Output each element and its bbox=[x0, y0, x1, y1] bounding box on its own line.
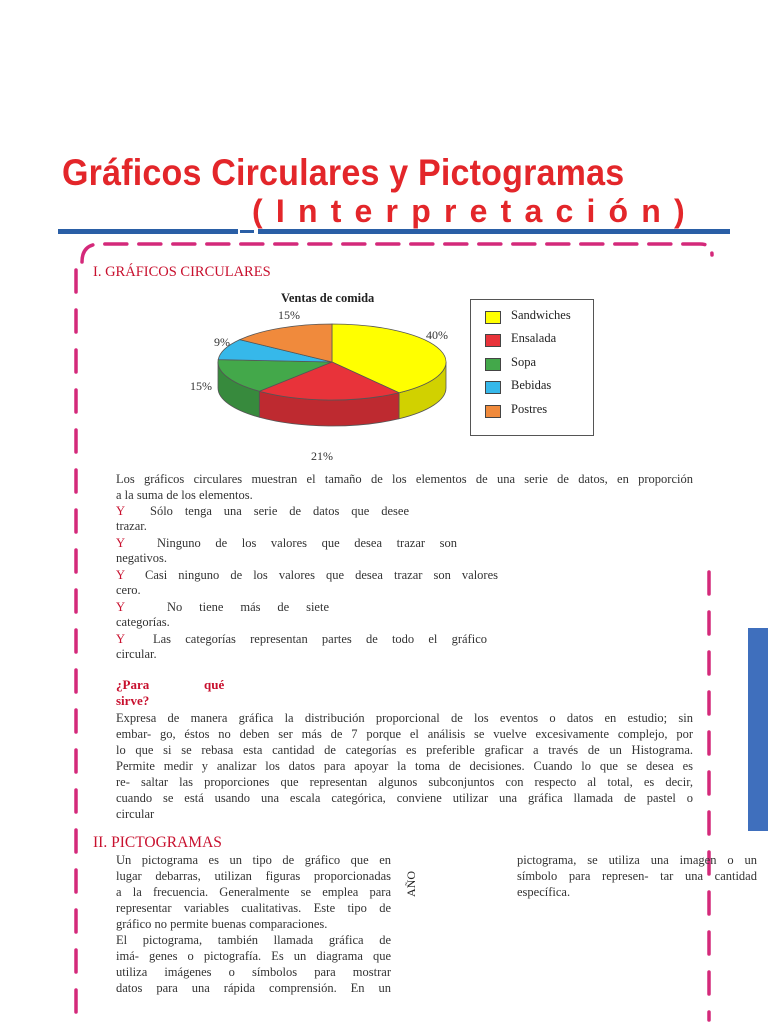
legend-swatch bbox=[485, 311, 501, 324]
page-title: Gráficos Circulares y Pictogramas bbox=[62, 152, 625, 193]
picto-right-line: pictograma, se utiliza una imagen o un bbox=[517, 853, 757, 867]
legend-label: Bebidas bbox=[511, 378, 552, 392]
para-line: circular bbox=[116, 807, 155, 821]
picto-left-line: El pictograma, también llamada gráfica de bbox=[116, 933, 391, 947]
chart-title: Ventas de comida bbox=[281, 291, 375, 305]
picto-right-line: símbolo para represen- tar una cantidad bbox=[517, 869, 757, 883]
bullet-text-cont: trazar. bbox=[116, 519, 147, 533]
bullet-marker: Y bbox=[116, 504, 126, 518]
bullet-text: No tiene más de siete bbox=[167, 600, 329, 614]
para-line: embar- go, éstos no deben ser más de 7 porque el análisis se vuelve excesivamente complejo, por bbox=[116, 727, 693, 741]
side-tab bbox=[748, 628, 768, 831]
legend-label: Ensalada bbox=[511, 331, 557, 345]
question-word: sirve? bbox=[116, 693, 150, 708]
bullet-text: Casi ninguno de los valores que desea trazar son valores bbox=[145, 568, 498, 582]
picto-left-line: datos para una rápida comprensión. En un bbox=[116, 981, 391, 995]
legend-swatch bbox=[485, 405, 501, 418]
legend-label: Sopa bbox=[511, 355, 536, 369]
bullet-text-cont: negativos. bbox=[116, 551, 168, 565]
section-2-heading: II. PICTOGRAMAS bbox=[93, 834, 222, 851]
bullet-marker: Y bbox=[116, 632, 126, 646]
picto-left-line: gráfico no permite buenas comparaciones. bbox=[116, 917, 328, 931]
picto-left-line: Un pictograma es un tipo de gráfico que en bbox=[116, 853, 391, 867]
para-line: lo que si se rebasa esta cantidad de categorías es preferible graficar a través de un Histograma. bbox=[116, 743, 693, 757]
vertical-year-label: AÑO bbox=[404, 871, 418, 897]
para-line: Expresa de manera gráfica la distribución proporcional de los eventos o datos en estudio; sin bbox=[116, 711, 693, 725]
picto-left-line: a la frecuencia. Generalmente se emplea para bbox=[116, 885, 391, 899]
page-subtitle: (Interpretación) bbox=[252, 193, 698, 229]
bullet-marker: Y bbox=[116, 600, 126, 614]
bullet-text-cont: circular. bbox=[116, 647, 157, 661]
legend-swatch bbox=[485, 358, 501, 371]
question-word: ¿Para bbox=[116, 677, 150, 692]
bullet-text-cont: categorías. bbox=[116, 615, 170, 629]
pct-label-sopa: 15% bbox=[190, 379, 212, 393]
picto-left-line: imá- genes o pictografía. Es un diagrama que bbox=[116, 949, 391, 963]
frame-top-dashes bbox=[82, 244, 712, 262]
pct-label-sandwiches: 40% bbox=[426, 328, 448, 342]
para-line: Permite medir y analizar los datos para apoyar la toma de decisiones. Cuando lo que se desea es bbox=[116, 759, 693, 773]
legend-label: Sandwiches bbox=[511, 308, 571, 322]
picto-left-line: utiliza imágenes o símbolos para mostrar bbox=[116, 965, 391, 979]
bullet-marker: Y bbox=[116, 536, 126, 550]
picto-right-line: específica. bbox=[517, 885, 571, 899]
legend-label: Postres bbox=[511, 402, 548, 416]
legend-swatch bbox=[485, 381, 501, 394]
pct-label-postres: 15% bbox=[278, 308, 300, 322]
picto-left-line: representar variables cualitativas. Este tipo de bbox=[116, 901, 391, 915]
para-line: re- saltar las proporciones que representan algunos subconjuntos con respecto al total, es decir, bbox=[116, 775, 693, 789]
bullet-text: Sólo tenga una serie de datos que desee bbox=[150, 504, 409, 518]
legend-swatch bbox=[485, 334, 501, 347]
intro-line: a la suma de los elementos. bbox=[116, 488, 253, 502]
bullet-text: Ninguno de los valores que desea trazar son bbox=[157, 536, 457, 550]
pct-label-bebidas: 9% bbox=[214, 335, 230, 349]
bullet-marker: Y bbox=[116, 568, 126, 582]
question-word: qué bbox=[204, 677, 225, 692]
para-line: cuando se está usando una escala categórica, conviene utilizar una gráfica llamada de pastel o bbox=[116, 791, 693, 805]
pie-chart bbox=[180, 300, 470, 470]
pct-label-ensalada: 21% bbox=[311, 449, 333, 463]
section-1-heading: I. GRÁFICOS CIRCULARES bbox=[93, 264, 271, 280]
chart-legend bbox=[470, 299, 594, 436]
bullet-text-cont: cero. bbox=[116, 583, 141, 597]
intro-line: Los gráficos circulares muestran el tamaño de los elementos de una serie de datos, en proporción bbox=[116, 472, 693, 486]
bullet-text: Las categorías representan partes de todo el gráfico bbox=[153, 632, 487, 646]
picto-left-line: lugar debarras, utilizan figuras proporcionadas bbox=[116, 869, 391, 883]
